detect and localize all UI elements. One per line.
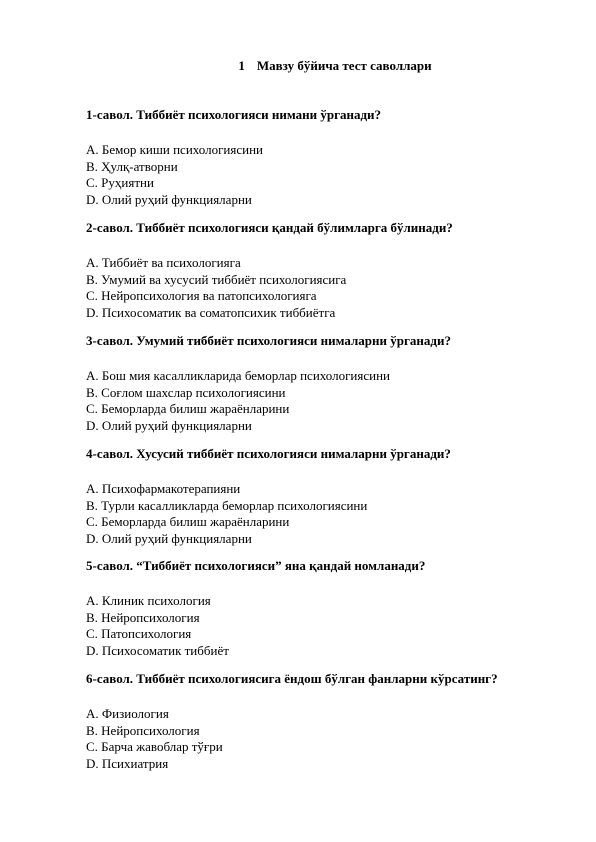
answer-option-c: C. Барча жавоблар тўғри bbox=[86, 739, 223, 754]
question-title: 3-савол. Умумий тиббиёт психологияси нималарни ўрганади? bbox=[86, 333, 451, 348]
section-heading bbox=[0, 58, 596, 74]
answer-option-c: C. Руҳиятни bbox=[86, 175, 154, 190]
question-title: 2-савол. Тиббиёт психологияси қандай бўлимларга бўлинади? bbox=[86, 220, 453, 235]
answer-option-a: A. Клиник психология bbox=[86, 593, 211, 608]
answer-option-b: B. Умумий ва хусусий тиббиёт психологиясига bbox=[86, 271, 347, 287]
section-number: 1 bbox=[238, 58, 245, 73]
answer-option-d: D. Психосоматик ва соматопсихик тиббиётга bbox=[86, 304, 336, 320]
question-6 bbox=[86, 671, 556, 772]
answer-option-d: D. Олий руҳий функцияларни bbox=[86, 417, 252, 433]
question-title: 6-савол. Тиббиёт психологиясига ёндош бўлган фанларни кўрсатинг? bbox=[86, 671, 498, 686]
answer-option-d: D. Психосоматик тиббиёт bbox=[86, 642, 229, 658]
answer-option-d: D. Олий руҳий функцияларни bbox=[86, 191, 252, 207]
answer-option-c: C. Нейропсихология ва патопсихологияга bbox=[86, 288, 317, 303]
answer-option-a: A. Бемор киши психологиясини bbox=[86, 142, 264, 157]
question-title: 1-савол. Тиббиёт психологияси нимани ўрганади? bbox=[86, 107, 382, 122]
answer-option-b: B. Ҳулқ-атворни bbox=[86, 158, 178, 174]
question-5 bbox=[86, 558, 556, 659]
question-2 bbox=[86, 220, 556, 321]
question-1 bbox=[86, 107, 556, 208]
answer-option-b: B. Турли касалликларда беморлар психологиясини bbox=[86, 497, 368, 513]
answer-option-d: D. Психиатрия bbox=[86, 755, 169, 771]
answer-option-c: C. Беморларда билиш жараёнларини bbox=[86, 401, 290, 416]
answer-option-b: B. Нейропсихология bbox=[86, 609, 200, 625]
answer-option-c: C. Беморларда билиш жараёнларини bbox=[86, 514, 290, 529]
answer-option-b: B. Нейропсихология bbox=[86, 722, 200, 738]
question-title: 4-савол. Хусусий тиббиёт психологияси нималарни ўрганади? bbox=[86, 446, 451, 461]
answer-option-a: A. Тиббиёт ва психологияга bbox=[86, 255, 241, 270]
question-4 bbox=[86, 446, 556, 547]
answer-option-a: A. Бош мия касалликларида беморлар психологиясини bbox=[86, 368, 391, 383]
answer-option-a: A. Психофармакотерапияни bbox=[86, 481, 241, 496]
answer-option-c: C. Патопсихология bbox=[86, 626, 192, 641]
answer-option-d: D. Олий руҳий функцияларни bbox=[86, 530, 252, 546]
question-3 bbox=[86, 333, 556, 434]
question-title: 5-савол. “Тиббиёт психологияси” яна қандай номланади? bbox=[86, 558, 426, 573]
section-title: Мавзу бўйича тест саволлари bbox=[256, 58, 432, 73]
answer-option-b: B. Соғлом шахслар психологиясини bbox=[86, 384, 286, 400]
answer-option-a: A. Физиология bbox=[86, 706, 169, 721]
